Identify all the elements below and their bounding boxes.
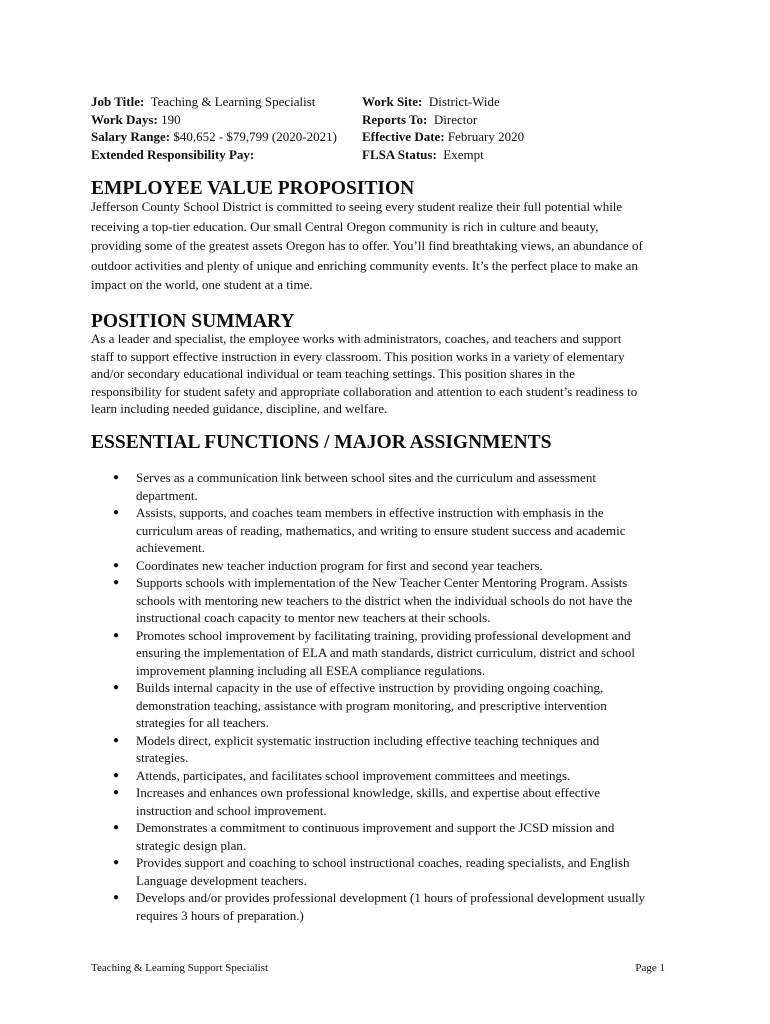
header-row — [91, 93, 691, 111]
employee-value-proposition — [91, 180, 691, 295]
list-item — [91, 732, 691, 767]
field-label: Salary Range: — [91, 129, 171, 144]
page-footer — [91, 962, 665, 974]
field-label: Effective Date: — [362, 129, 445, 144]
text-line: Attends, participates, and facilitates school improvement committees and meetings. — [136, 767, 571, 783]
text-line: Language development teachers. — [136, 872, 307, 888]
list-item — [91, 679, 691, 732]
header-row — [91, 128, 691, 146]
text-line: learn including needed guidance, discipline, and welfare. — [91, 401, 388, 416]
reports-to-field — [362, 111, 477, 129]
bullet-icon: ● — [113, 822, 120, 833]
field-label: Job Title: — [91, 94, 145, 109]
section-heading: POSITION SUMMARY — [91, 311, 295, 332]
functions-list — [91, 469, 691, 924]
text-line: Models direct, explicit systematic instruction including effective teaching techniques and — [136, 732, 600, 748]
field-value: Director — [433, 111, 478, 127]
text-line: department. — [136, 487, 198, 503]
text-line: Serves as a communication link between school sites and the curriculum and assessment — [136, 470, 596, 485]
text-line: strategies for all teachers. — [136, 715, 269, 730]
bullet-icon: ● — [113, 577, 120, 588]
text-line: and/or secondary educational individual or team teaching settings. This position shares in the — [91, 366, 575, 381]
position-summary — [91, 313, 691, 418]
list-item — [91, 889, 691, 924]
work-days-field — [91, 111, 362, 129]
bullet-icon: ● — [113, 472, 120, 483]
list-item — [91, 784, 691, 819]
list-item — [91, 469, 691, 504]
header-row — [91, 111, 691, 129]
text-line: Jefferson County School District is committed to seeing every student realize their full potential while — [91, 199, 623, 214]
field-value: Teaching & Learning Specialist — [150, 94, 316, 109]
bullet-icon: ● — [113, 507, 120, 518]
text-line: Assists, supports, and coaches team members in effective instruction with emphasis in the — [136, 505, 604, 520]
text-line: receiving a top-tier education. Our small Central Oregon community is rich in culture and beauty, — [91, 218, 599, 234]
bullet-icon: ● — [113, 682, 120, 693]
extended-pay-field — [91, 146, 362, 164]
list-item — [91, 574, 691, 627]
job-header — [91, 93, 691, 163]
text-line: curriculum areas of reading, mathematics, and writing to ensure student success and academic — [136, 522, 626, 538]
text-line: strategies. — [136, 750, 189, 765]
bullet-icon: ● — [113, 857, 120, 868]
text-line: Increases and enhances own professional knowledge, skills, and expertise about effective — [136, 785, 600, 800]
text-line: Coordinates new teacher induction program for first and second year teachers. — [136, 557, 543, 573]
effective-date-field — [362, 128, 524, 146]
list-item — [91, 819, 691, 854]
text-line: Promotes school improvement by facilitating training, providing professional development and — [136, 627, 631, 643]
field-label: Reports To: — [362, 111, 428, 127]
bullet-icon: ● — [113, 769, 120, 781]
text-line: ensuring the implementation of ELA and math standards, district curriculum, district and school — [136, 645, 635, 660]
text-line: staff to support effective instruction in every classroom. This position works in a variety of elementary — [91, 348, 625, 364]
bullet-icon: ● — [113, 629, 120, 641]
page-number: Page 1 — [635, 962, 665, 974]
field-label: Work Site: — [362, 94, 423, 109]
text-line: responsibility for student safety and appropriate collaboration and attention to each student’s readiness to — [91, 383, 638, 399]
text-line: improvement planning including all ESEA compliance regulations. — [136, 662, 486, 678]
section-body — [91, 197, 691, 295]
text-line: achievement. — [136, 540, 205, 555]
list-item — [91, 504, 691, 557]
bullet-icon: ● — [113, 787, 120, 798]
essential-functions — [91, 434, 691, 924]
text-line: requires 3 hours of preparation.) — [136, 907, 304, 923]
list-item — [91, 627, 691, 680]
text-line: impact on the world, one student at a time. — [91, 277, 313, 292]
job-title-field — [91, 93, 362, 111]
text-line: outdoor activities and plenty of unique and enriching community events. It’s the perfect place to make an — [91, 257, 638, 273]
work-site-field — [362, 93, 500, 111]
text-line: strategic design plan. — [136, 837, 247, 853]
list-item — [91, 854, 691, 889]
section-heading: ESSENTIAL FUNCTIONS / MAJOR ASSIGNMENTS — [91, 432, 552, 453]
field-label: Work Days: — [91, 111, 158, 127]
list-item — [91, 557, 691, 575]
text-line: Builds internal capacity in the use of effective instruction by providing ongoing coaching, — [136, 680, 604, 695]
text-line: demonstration teaching, assistance with program monitoring, and prescriptive intervention — [136, 697, 607, 713]
text-line: Demonstrates a commitment to continuous improvement and support the JCSD mission and — [136, 820, 615, 835]
section-heading: EMPLOYEE VALUE PROPOSITION — [91, 178, 415, 199]
text-line: instruction and school improvement. — [136, 802, 327, 818]
field-label: FLSA Status: — [362, 146, 437, 162]
list-item — [91, 767, 691, 785]
section-body — [91, 330, 691, 418]
text-line: Provides support and coaching to school instructional coaches, reading specialists, and English — [136, 855, 630, 870]
field-value: 190 — [161, 111, 181, 127]
field-value: Exempt — [443, 146, 484, 162]
footer-title: Teaching & Learning Support Specialist — [91, 962, 269, 974]
text-line: instructional coach capacity to mentor new teachers at their schools. — [136, 610, 491, 625]
salary-range-field — [91, 128, 362, 146]
bullet-icon: ● — [113, 892, 120, 903]
bullet-icon: ● — [113, 734, 120, 746]
flsa-status-field — [362, 146, 484, 164]
text-line: providing some of the greatest assets Oregon has to offer. You’ll find breathtaking views, an abundance of — [91, 238, 643, 253]
text-line: schools with mentoring new teachers to the district when the individual schools do not have the — [136, 592, 633, 608]
bullet-icon: ● — [113, 559, 120, 571]
field-value: $40,652 - $79,799 (2020-2021) — [173, 129, 337, 144]
header-row — [91, 146, 691, 164]
text-line: As a leader and specialist, the employee works with administrators, coaches, and teachers and support — [91, 331, 622, 346]
text-line: Supports schools with implementation of the New Teacher Center Mentoring Program. Assists — [136, 575, 628, 590]
field-label: Extended Responsibility Pay: — [91, 146, 255, 162]
field-value: District-Wide — [428, 94, 500, 109]
field-value: February 2020 — [447, 129, 525, 144]
text-line: Develops and/or provides professional development (1 hours of professional development usually — [136, 890, 646, 905]
